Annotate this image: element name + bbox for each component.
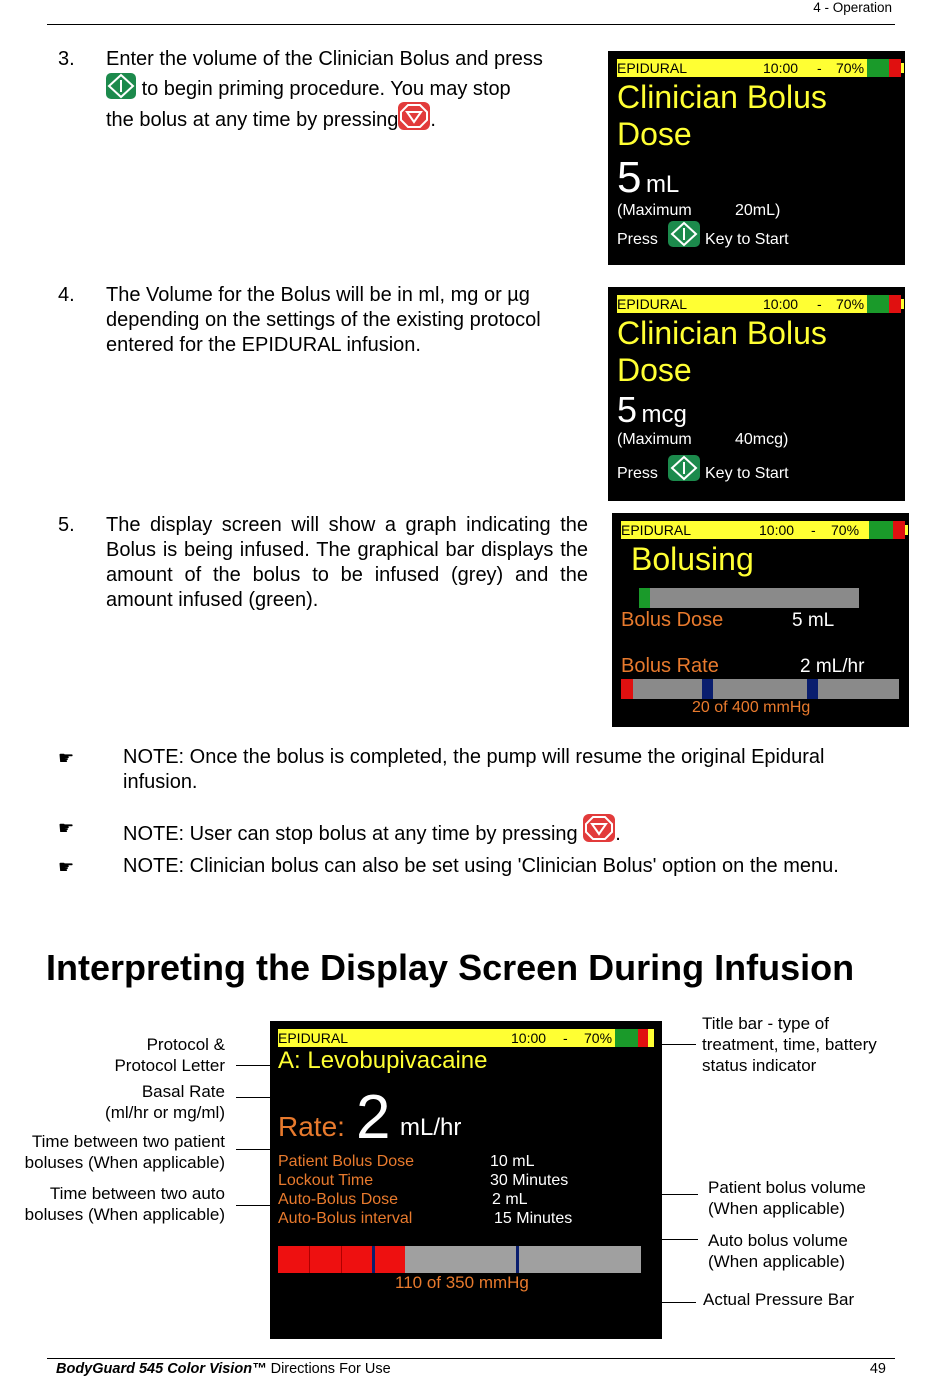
screen-title-line-1: Clinician Bolus [617, 315, 827, 351]
battery-percent: 70% [836, 60, 865, 76]
dose-unit: mcg [641, 401, 687, 428]
label-patient-boluses [25, 1131, 225, 1173]
start-key-icon [668, 221, 700, 247]
leader-line [662, 1239, 698, 1240]
battery-icon [615, 1029, 638, 1047]
note-2-text: NOTE: User can stop bolus at any time by pressing [123, 823, 578, 845]
auto-bolus-dose-value: 2 mL [492, 1191, 528, 1208]
separator: - [811, 522, 816, 538]
leader-line [236, 1149, 270, 1150]
start-key-icon [668, 455, 700, 481]
battery-percent: 70% [836, 296, 865, 312]
lockout-time-value: 30 Minutes [490, 1172, 569, 1189]
label-abv-line-1: Auto bolus volume [708, 1231, 848, 1250]
leader-line [662, 1044, 696, 1045]
step-4-text: The Volume for the Bolus will be in ml, mg or µg depending on the settings of the existing protocol entered for the EPIDURAL infusion. [106, 284, 541, 356]
start-key-icon [106, 73, 136, 99]
label-pbv-line-1: Patient bolus volume [708, 1178, 866, 1197]
screen-bolusing [612, 513, 909, 727]
note-2-end: . [615, 823, 621, 845]
header-divider [47, 24, 895, 25]
time-label: 10:00 [763, 296, 799, 312]
leader-line [236, 1205, 270, 1206]
leader-line [662, 1302, 696, 1303]
bolus-dose-value: 5 mL [792, 610, 835, 631]
note-pointer-icon: ☛ [58, 818, 75, 838]
separator: - [563, 1030, 568, 1046]
step-4-number: 4. [58, 284, 75, 306]
step-3-line-1: Enter the volume of the Clinician Bolus and press [106, 48, 543, 70]
mode-label: EPIDURAL [617, 296, 688, 312]
screen-clinician-bolus-mcg [608, 287, 905, 501]
step-3-text-c: the bolus at any time by pressing [106, 109, 399, 131]
screen-infusion [270, 1021, 662, 1339]
pressure-marker [516, 1246, 519, 1273]
bolus-progress-bar [639, 588, 859, 608]
label-auto-line-2: boluses (When applicable) [24, 1205, 225, 1224]
battery-low-segment [889, 295, 901, 313]
rate-value: 2 [356, 1083, 391, 1152]
dose-number: 5 [617, 153, 642, 202]
footer-doc: Directions For Use [270, 1361, 391, 1377]
title-bar [617, 295, 895, 313]
step-5-number: 5. [58, 514, 75, 536]
battery-tip [901, 63, 904, 73]
press-label: Press [617, 231, 658, 248]
auto-bolus-interval-label: Auto-Bolus interval [278, 1210, 413, 1227]
max-label: (Maximum [617, 202, 692, 219]
label-patient-bolus-volume [708, 1177, 866, 1219]
screen-clinician-bolus-ml [608, 51, 905, 265]
footer-product [56, 1361, 391, 1377]
step-3-text-d: . [430, 109, 436, 131]
protocol-name: A: Levobupivacaine [278, 1047, 488, 1074]
pressure-segment [341, 1246, 342, 1273]
battery-icon [869, 521, 893, 539]
pressure-marker [702, 679, 713, 699]
label-protocol [114, 1034, 225, 1076]
bolus-dose-label: Bolus Dose [621, 609, 724, 631]
lockout-time-label: Lockout Time [278, 1172, 374, 1189]
press-label: Press [617, 465, 658, 482]
separator: - [817, 296, 822, 312]
leader-line [236, 1065, 270, 1066]
battery-tip [901, 299, 904, 309]
label-patient-line-2: boluses (When applicable) [24, 1153, 225, 1172]
mode-label: EPIDURAL [621, 522, 692, 538]
screen-title-line-2: Dose [617, 352, 692, 388]
auto-bolus-dose-label: Auto-Bolus Dose [278, 1191, 399, 1208]
label-pbv-line-2: (When applicable) [708, 1199, 846, 1218]
bolus-rate-value: 2 mL/hr [800, 656, 865, 677]
time-label: 10:00 [511, 1030, 547, 1046]
pressure-segment [309, 1246, 310, 1273]
pressure-marker [807, 679, 818, 699]
label-basal-line-1: Basal Rate [141, 1082, 225, 1101]
mode-label: EPIDURAL [617, 60, 688, 76]
bolus-progress-fill [639, 588, 650, 608]
rate-unit: mL/hr [400, 1114, 462, 1141]
time-label: 10:00 [763, 60, 799, 76]
label-auto-boluses [25, 1183, 225, 1225]
label-auto-bolus-volume [708, 1230, 848, 1272]
label-title-line-1: Title bar - type of [702, 1014, 829, 1033]
pressure-readout: 20 of 400 mmHg [692, 699, 811, 716]
label-patient-line-1: Time between two patient [31, 1132, 225, 1151]
time-label: 10:00 [759, 522, 795, 538]
battery-percent: 70% [831, 522, 860, 538]
settings-values [490, 1152, 572, 1228]
pressure-bar [278, 1246, 641, 1273]
step-3-line-3 [106, 102, 596, 134]
patient-bolus-dose-value: 10 mL [490, 1153, 535, 1170]
pressure-readout: 110 of 350 mmHg [395, 1273, 529, 1292]
screen-title [617, 315, 827, 389]
label-basal-rate [105, 1081, 225, 1123]
label-auto-line-1: Time between two auto [49, 1184, 225, 1203]
dose-unit: mL [645, 171, 680, 198]
label-protocol-line-2: Protocol Letter [114, 1056, 225, 1075]
rate-label: Rate: [278, 1111, 345, 1142]
note-pointer-icon: ☛ [58, 748, 75, 768]
step-5-text: The display screen will show a graph indicating the Bolus is being infused. The graphical bar displays the amount of the bolus to be infused (grey) and the amount infused (green). [106, 514, 588, 611]
battery-low-segment [889, 59, 901, 77]
pressure-fill [621, 679, 633, 699]
battery-tip [648, 1033, 651, 1043]
note-1: NOTE: Once the bolus is completed, the pump will resume the original Epidural infusion. [123, 746, 825, 793]
title-bar [617, 59, 895, 77]
dose-value [617, 389, 687, 431]
step-3-number: 3. [58, 48, 75, 70]
section-title: Interpreting the Display Screen During Infusion [46, 947, 855, 988]
screen-title-line-2: Dose [617, 116, 692, 152]
title-bar [278, 1029, 654, 1047]
pressure-marker [372, 1246, 375, 1273]
label-basal-line-2: (ml/hr or mg/ml) [105, 1103, 225, 1122]
battery-icon [867, 59, 889, 77]
key-to-start-label: Key to Start [705, 465, 789, 482]
battery-tip [905, 525, 908, 535]
step-3-text [106, 47, 596, 134]
max-value: 20mL) [735, 202, 781, 219]
bolus-rate-label: Bolus Rate [621, 655, 719, 677]
label-title-line-3: status indicator [702, 1056, 817, 1075]
battery-low-segment [893, 521, 905, 539]
stop-key-icon [398, 102, 430, 130]
screen-title-line-1: Clinician Bolus [617, 79, 827, 115]
mode-label: EPIDURAL [278, 1030, 349, 1046]
label-title-line-2: treatment, time, battery [702, 1035, 877, 1054]
pressure-bar [621, 679, 899, 699]
auto-bolus-interval-value: 15 Minutes [494, 1210, 573, 1227]
step-3-line-2 [106, 73, 596, 103]
page-number: 49 [869, 1361, 886, 1377]
note-2 [123, 814, 903, 847]
battery-icon [867, 295, 889, 313]
note-pointer-icon: ☛ [58, 857, 75, 877]
dose-value [617, 153, 679, 203]
screen-title: Bolusing [631, 541, 754, 577]
max-value: 40mcg) [735, 431, 789, 448]
label-pressure-bar: Actual Pressure Bar [703, 1290, 855, 1309]
title-bar [621, 521, 901, 539]
label-abv-line-2: (When applicable) [708, 1252, 846, 1271]
battery-low-segment [638, 1029, 648, 1047]
note-3: NOTE: Clinician bolus can also be set using 'Clinician Bolus' option on the menu. [123, 855, 839, 877]
label-protocol-line-1: Protocol & [146, 1035, 225, 1054]
footer-divider [47, 1358, 895, 1359]
leader-line [236, 1097, 270, 1098]
screen-title [617, 79, 827, 153]
step-3-text-b: to begin priming procedure. You may stop [141, 77, 511, 100]
stop-key-icon [583, 814, 615, 842]
dose-number: 5 [617, 389, 638, 430]
patient-bolus-dose-label: Patient Bolus Dose [278, 1153, 415, 1170]
battery-percent: 70% [584, 1030, 613, 1046]
label-title-bar [702, 1013, 877, 1076]
footer-product-name: BodyGuard 545 Color Vision™ [56, 1361, 267, 1377]
settings-labels [278, 1152, 414, 1228]
separator: - [817, 60, 822, 76]
key-to-start-label: Key to Start [705, 231, 789, 248]
section-header: 4 - Operation [813, 0, 892, 15]
max-label: (Maximum [617, 431, 692, 448]
leader-line [662, 1194, 698, 1195]
